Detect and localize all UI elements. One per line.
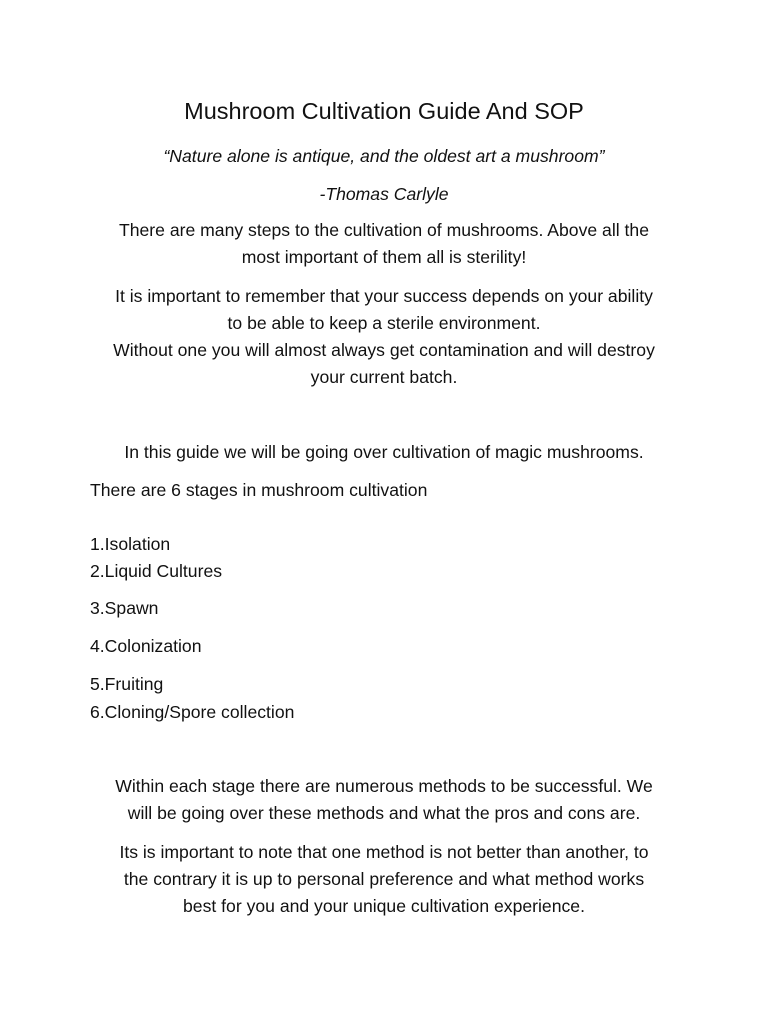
paragraph-1-line-2: most important of them all is sterility! xyxy=(241,247,527,267)
stage-item-colonization: 4.Colonization xyxy=(90,636,202,656)
epigraph-author: -Thomas Carlyle xyxy=(319,184,449,204)
page-title: Mushroom Cultivation Guide And SOP xyxy=(184,98,584,124)
paragraph-1-line-1: There are many steps to the cultivation of mushrooms. Above all the xyxy=(118,220,650,240)
stage-item-cloning-spore-collection: 6.Cloning/Spore collection xyxy=(90,702,295,722)
stage-item-isolation: 1.Isolation xyxy=(90,534,171,554)
epigraph-quote: “Nature alone is antique, and the oldest art a mushroom” xyxy=(163,146,605,166)
paragraph-2-line-3: Without one you will almost always get contamination and will destroy xyxy=(113,340,655,360)
paragraph-2-line-1: It is important to remember that your success depends on your ability xyxy=(115,286,653,306)
paragraph-5-line-1: Its is important to note that one method is not better than another, to xyxy=(119,842,649,862)
paragraph-4-line-2: will be going over these methods and what the pros and cons are. xyxy=(127,803,641,823)
stage-item-fruiting: 5.Fruiting xyxy=(90,674,164,694)
paragraph-4-line-1: Within each stage there are numerous methods to be successful. We xyxy=(115,776,653,796)
stage-item-spawn: 3.Spawn xyxy=(90,598,159,618)
paragraph-3: In this guide we will be going over cultivation of magic mushrooms. xyxy=(124,442,644,462)
stages-intro: There are 6 stages in mushroom cultivation xyxy=(90,480,428,500)
paragraph-2-line-2: to be able to keep a sterile environment. xyxy=(227,313,541,333)
paragraph-2-line-4: your current batch. xyxy=(310,367,458,387)
paragraph-5-line-2: the contrary it is up to personal preference and what method works xyxy=(123,869,645,889)
stage-item-liquid-cultures: 2.Liquid Cultures xyxy=(90,561,223,581)
paragraph-5-line-3: best for you and your unique cultivation experience. xyxy=(183,896,585,916)
